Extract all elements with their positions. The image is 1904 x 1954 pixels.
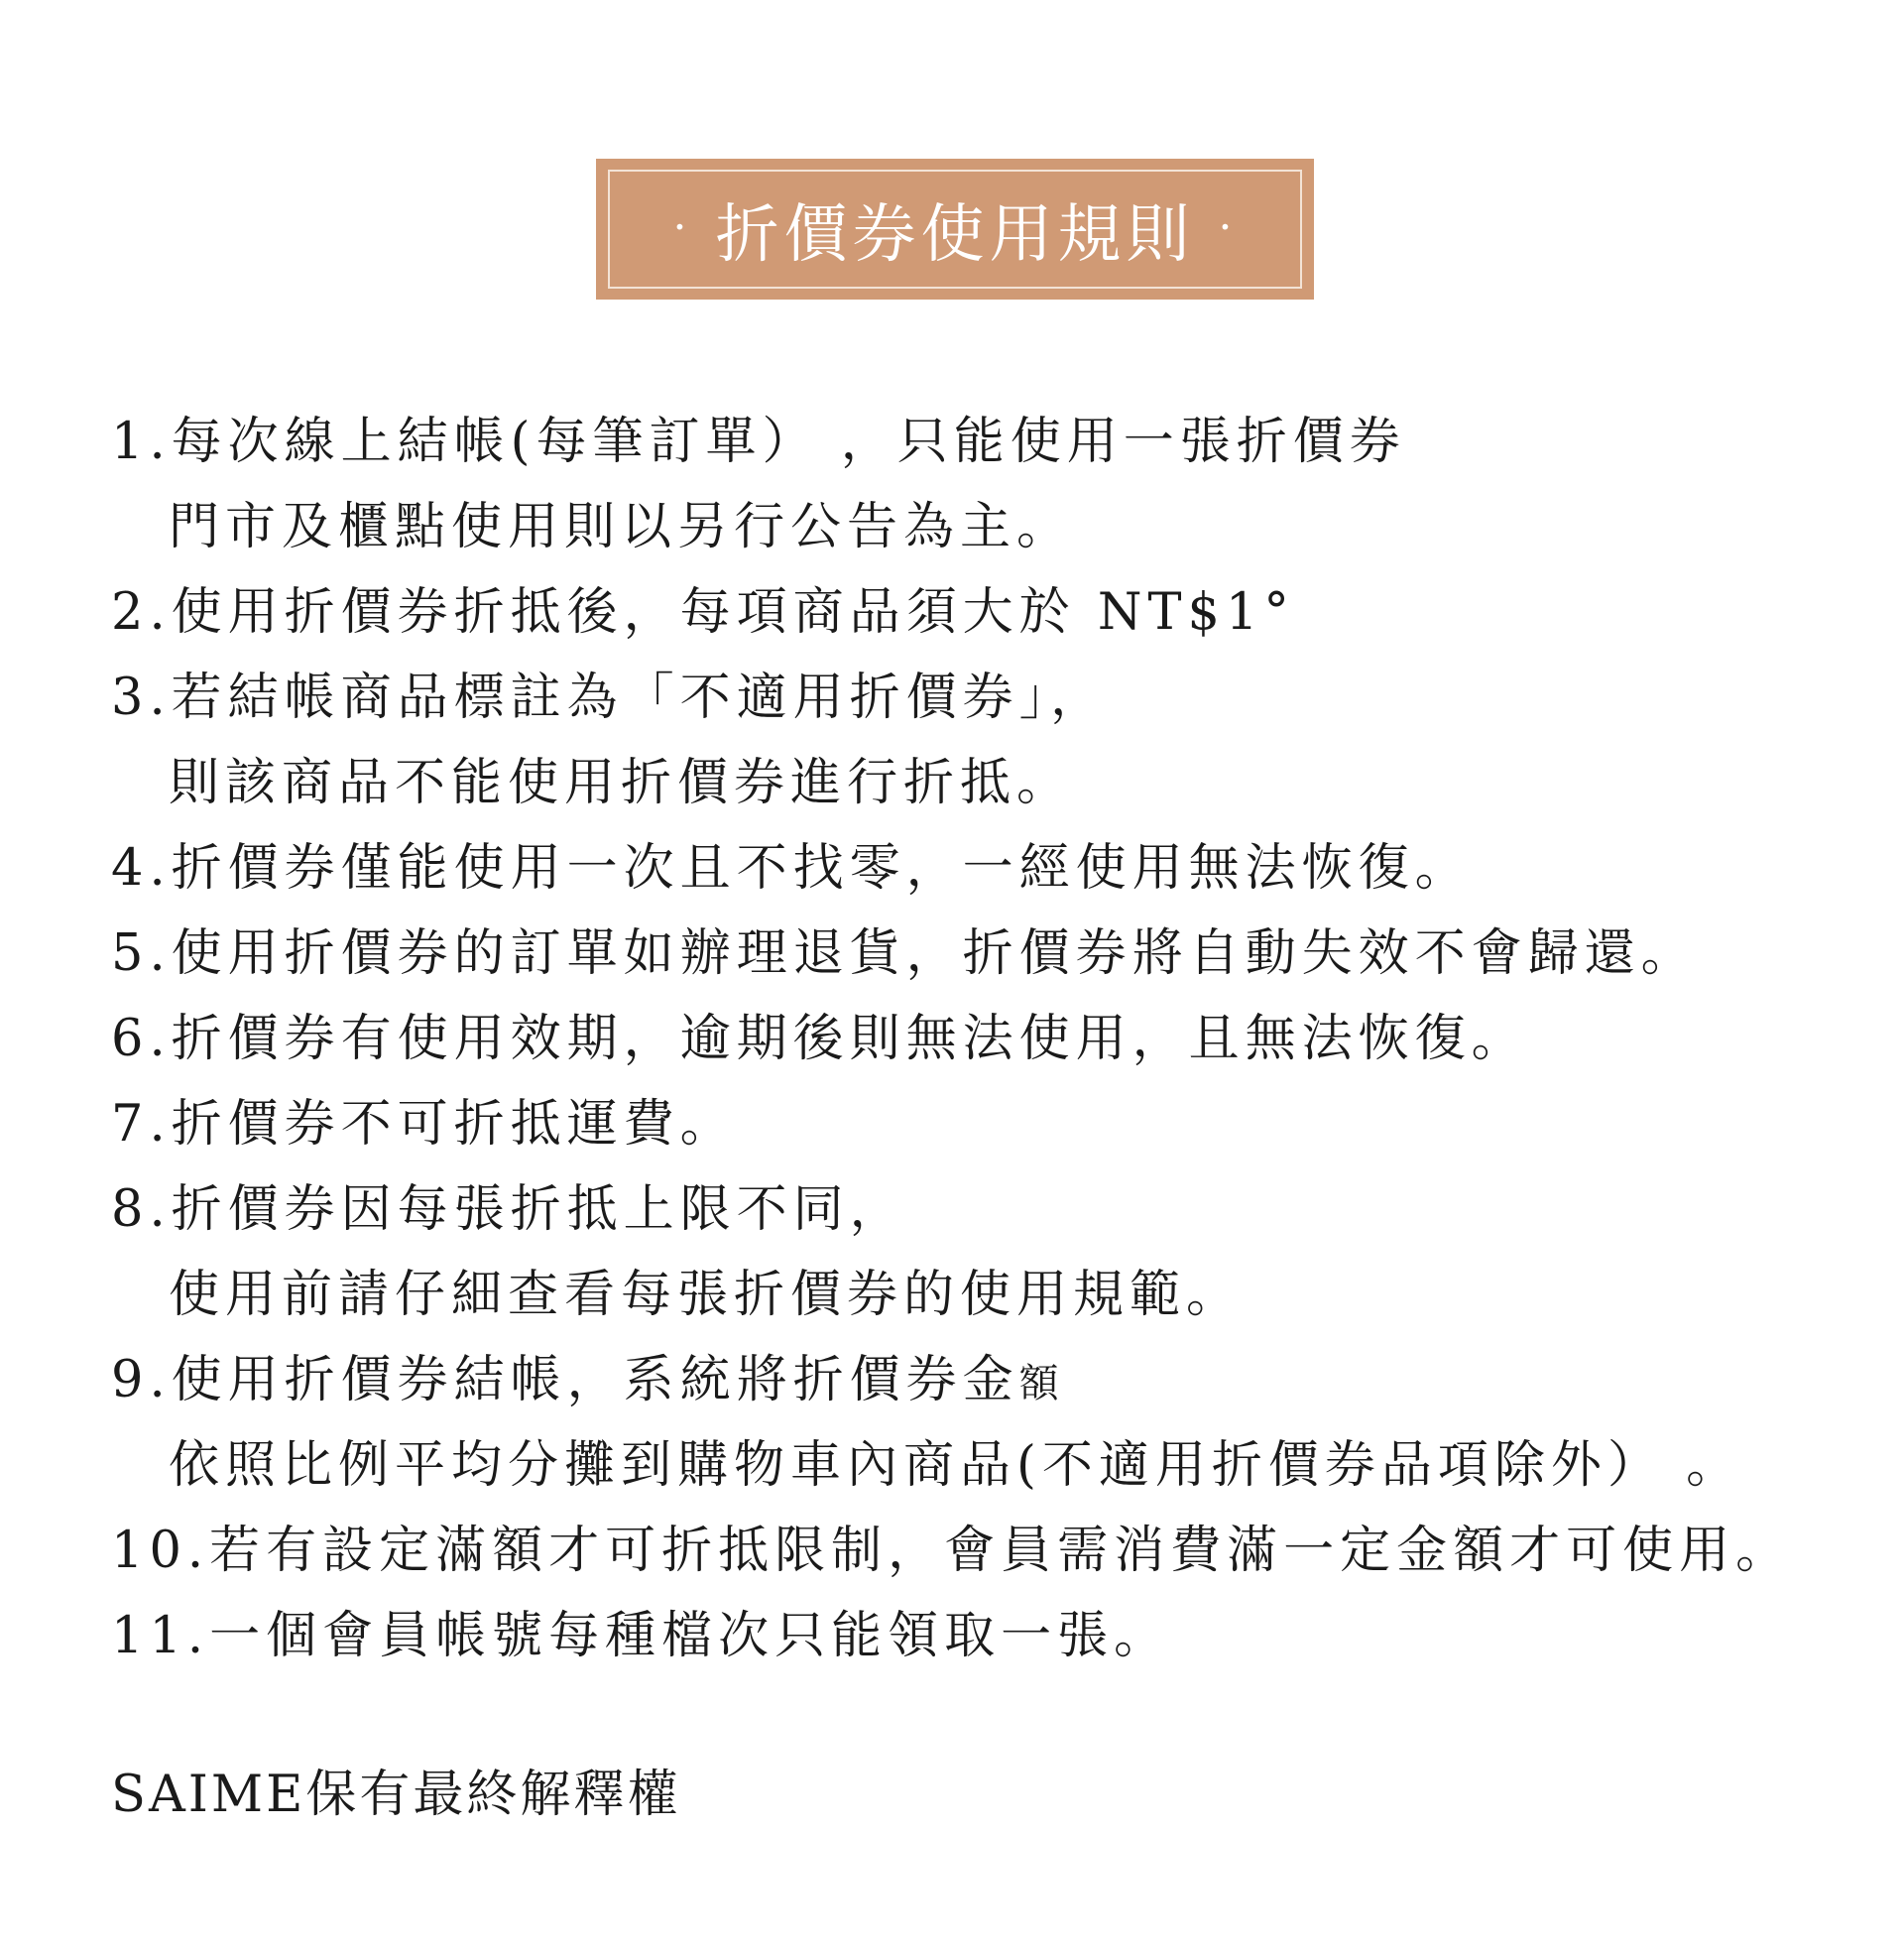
- title-dot-left: ·: [672, 201, 692, 253]
- rule-4-line-1: 4.折價券僅能使用一次且不找零，一經使用無法恢復。: [111, 839, 1472, 898]
- rule-8-line-1: 8.折價券因每張折抵上限不同，: [111, 1180, 906, 1239]
- rule-2-line-1: 2.使用折價券折抵後，每項商品須大於 NT$1°: [111, 583, 1295, 642]
- rule-9-line-1: [111, 1338, 1886, 1423]
- page-title: 折價券使用規則: [715, 198, 1195, 272]
- rule-5-line-1: 5.使用折價券的訂單如辦理退貨，折價券將自動失效不會歸還。: [111, 924, 1698, 983]
- rule-9-line-1-text: 9.使用折價券結帳，系統將折價券金: [111, 1351, 1019, 1409]
- rule-1-line-2: 門市及櫃點使用則以另行公告為主。: [169, 498, 1074, 556]
- rule-7-line-1: 7.折價券不可折抵運費。: [111, 1095, 737, 1154]
- title-banner: [596, 159, 1314, 300]
- rule-3-line-1: 3.若結帳商品標註為「不適用折價券」，: [111, 669, 1108, 727]
- rules-list: [111, 400, 1886, 1679]
- footer-disclaimer: SAIME保有最終解釋權: [111, 1766, 681, 1824]
- rule-8-line-2: 使用前請仔細查看每張折價券的使用規範。: [169, 1266, 1244, 1324]
- rule-1-line-1: 1.每次線上結帳(每筆訂單） ，只能使用一張折價券: [111, 413, 1406, 471]
- title-dot-right: ·: [1218, 201, 1238, 253]
- rule-3-line-2: 則該商品不能使用折價券進行折抵。: [169, 754, 1074, 812]
- rule-10-line-1: 10.若有設定滿額才可折抵限制，會員需消費滿一定金額才可使用。: [111, 1522, 1793, 1580]
- rule-9-line-2: 依照比例平均分攤到購物車內商品(不適用折價券品項除外） 。: [169, 1436, 1743, 1495]
- rule-11-line-1: 11.一個會員帳號每種檔次只能領取一張。: [111, 1607, 1171, 1665]
- rule-6-line-1: 6.折價券有使用效期，逾期後則無法使用，且無法恢復。: [111, 1010, 1528, 1068]
- title-frame: [608, 170, 1302, 289]
- rule-9-line-1-small-char: 額: [1018, 1361, 1061, 1406]
